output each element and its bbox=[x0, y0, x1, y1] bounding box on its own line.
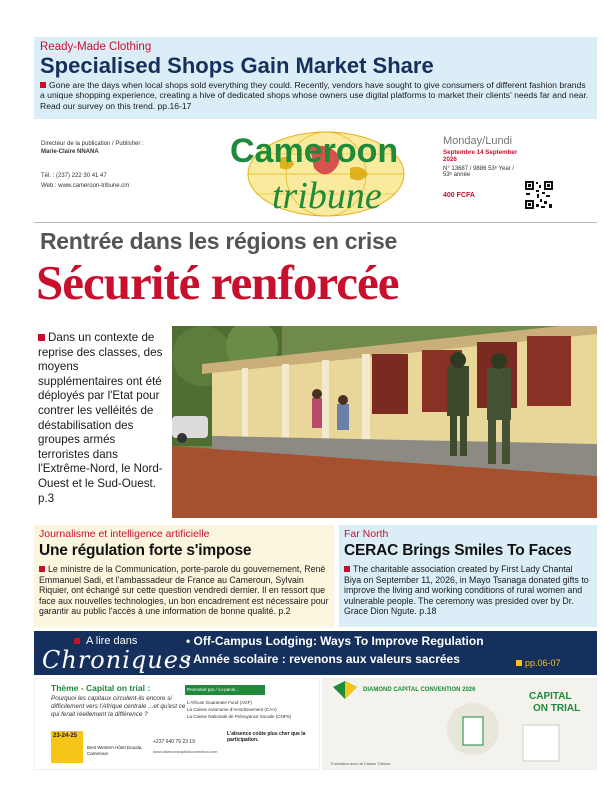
teaser-kicker: Ready-Made Clothing bbox=[40, 41, 152, 53]
main-photo-soldiers-school[interactable] bbox=[172, 326, 597, 518]
logo-text-top: Cameroon bbox=[230, 132, 399, 170]
main-kicker: Rentrée dans les régions en crise bbox=[40, 228, 397, 254]
story-headline[interactable]: Une régulation forte s'impose bbox=[39, 542, 252, 559]
chroniques-item-1[interactable]: • Off-Campus Lodging: Ways To Improve Regulation bbox=[186, 634, 484, 648]
story-body bbox=[39, 564, 329, 617]
publisher-info bbox=[41, 140, 201, 156]
main-story-summary bbox=[38, 331, 166, 506]
issue-number: N° 13687 / 9886 53ᵉ Year / 53ᵉ année bbox=[443, 166, 515, 178]
teaser-headline[interactable]: Specialised Shops Gain Market Share bbox=[40, 53, 434, 78]
day bbox=[443, 135, 523, 147]
bullet-icon bbox=[516, 660, 522, 666]
bullet-icon bbox=[74, 638, 80, 644]
main-headline[interactable]: Sécurité renforcée bbox=[36, 255, 399, 310]
contact-info bbox=[41, 172, 211, 190]
chroniques-label: A lire dans bbox=[86, 635, 138, 647]
ad-partner: La Caisse Nationale de Prévoyance Sociale (CNPS) bbox=[187, 714, 292, 719]
story-body-text: The charitable association created by First Lady Chantal Biya on September 11, 2026, in Mayo Tsanaga donated gifts to improve the living and working conditions of rural women and vulnerable people. The ceremony was presided over by Dr. Grace Dion Ngute. p.18 bbox=[344, 564, 589, 617]
main-story-text: Dans un contexte de reprise des classes, des moyens supplémentaires ont été déployés par l'Etat pour contrer les velléités de déstabilisation des groupes armés terroristes dans l'Extrême-Nord, le Nord-Ouest et le Sud-Ouest. p.3 bbox=[38, 331, 163, 505]
story-journalisme-ia[interactable] bbox=[34, 525, 334, 627]
day-en: Monday/ bbox=[443, 135, 486, 147]
top-teaser[interactable] bbox=[34, 37, 597, 119]
ad-slogan-top: CAPITAL bbox=[529, 691, 572, 702]
teaser-body bbox=[40, 80, 591, 111]
bullet-icon bbox=[38, 334, 45, 341]
chroniques-title: Chroniques bbox=[42, 646, 193, 674]
date-block bbox=[443, 135, 523, 199]
publisher-name: Marie-Claire NNANA bbox=[41, 149, 99, 155]
issue-date: Septembre 14 September 2026 bbox=[443, 149, 518, 163]
contact-tel: Tél. : (237) 222 30 41 47 bbox=[41, 173, 107, 179]
story-cerac[interactable] bbox=[339, 525, 597, 627]
ad-slogan-bottom: ON TRIAL bbox=[533, 703, 581, 714]
ad-question: Pourquoi les capitaux circulent-ils encore si difficilement vers l'Afrique centrale ...et qu'est ce qui ferait réellement la différence ? bbox=[51, 695, 186, 718]
logo-globe-icon bbox=[220, 128, 432, 220]
chroniques-pages-text: pp.06-07 bbox=[525, 658, 561, 668]
contact-web: Web : www.cameroon-tribune.cm bbox=[41, 183, 130, 189]
ad-absence: L'absence coûte plus cher que la participation. bbox=[227, 731, 306, 744]
price: 400 FCFA bbox=[443, 192, 475, 199]
qr-code-icon[interactable] bbox=[524, 180, 554, 210]
ad-venue: Best Western Hôtel Douala, Cameroun bbox=[87, 745, 143, 756]
ad-partners bbox=[187, 699, 291, 720]
ad-partner: L'African Guarantee Fund (AGF) bbox=[187, 700, 252, 705]
ad-partners-label: Promoted par / co-panel... bbox=[185, 685, 265, 695]
ad-dates: 23-24-25 bbox=[53, 733, 78, 739]
day-fr: Lundi bbox=[485, 135, 513, 147]
story-kicker: Journalisme et intelligence artificielle bbox=[39, 528, 210, 540]
chroniques-banner[interactable] bbox=[34, 631, 597, 675]
story-body bbox=[344, 564, 592, 617]
story-kicker: Far North bbox=[344, 528, 389, 540]
ad-phone: +237 640 79 23 19 bbox=[153, 739, 195, 745]
ad-brand: DIAMOND CAPITAL CONVENTION 2026 bbox=[363, 687, 476, 693]
ad-website[interactable]: www.diamondcapitalconvention.com bbox=[153, 749, 218, 754]
ad-footer: Formation avec la Caisse Tribune bbox=[331, 761, 391, 766]
ad-partner: La Caisse Autonome d'Amortissement (CAA) bbox=[187, 707, 277, 712]
ad-capital-on-trial-left[interactable] bbox=[34, 678, 320, 770]
chroniques-item-2[interactable]: • Année scolaire : revenons aux valeurs sacrées bbox=[186, 652, 460, 666]
ad-theme-title: Thème - Capital on trial : bbox=[51, 683, 151, 693]
ad-date-badge bbox=[51, 731, 83, 763]
cameroon-tribune-logo[interactable] bbox=[220, 128, 432, 220]
story-headline[interactable]: CERAC Brings Smiles To Faces bbox=[344, 542, 572, 559]
ad-diamond-capital-convention[interactable] bbox=[322, 678, 597, 770]
bullet-icon bbox=[344, 566, 350, 572]
chroniques-pages bbox=[516, 658, 561, 668]
teaser-body-text: Gone are the days when local shops sold everything they could. Recently, vendors have sought to give consumers of different fashion brands a unique shopping experience, creating a hive of dedicated shops whose owners use digital platforms to market their clients' needs far and near. Read our survey on this trend. pp.16-17 bbox=[40, 80, 589, 111]
logo-text-bottom: tribune bbox=[272, 175, 382, 217]
masthead-divider bbox=[34, 222, 597, 223]
bullet-icon bbox=[39, 566, 45, 572]
bullet-icon bbox=[40, 82, 46, 88]
publisher-label: Directeur de la publication / Publisher : bbox=[41, 141, 144, 147]
story-body-text: Le ministre de la Communication, porte-parole du gouvernement, René Emmanuel Sadi, et l'ambassadeur de France au Cameroun, Sylvain Riquier, ont échangé sur cette question vendredi dernier. Il en ressort que face aux nouvelles technologies, un bon encadrement est nécessaire pour garantir au public l'accès à une information de bonne qualité. p.2 bbox=[39, 564, 329, 617]
ad-visual bbox=[323, 679, 597, 770]
